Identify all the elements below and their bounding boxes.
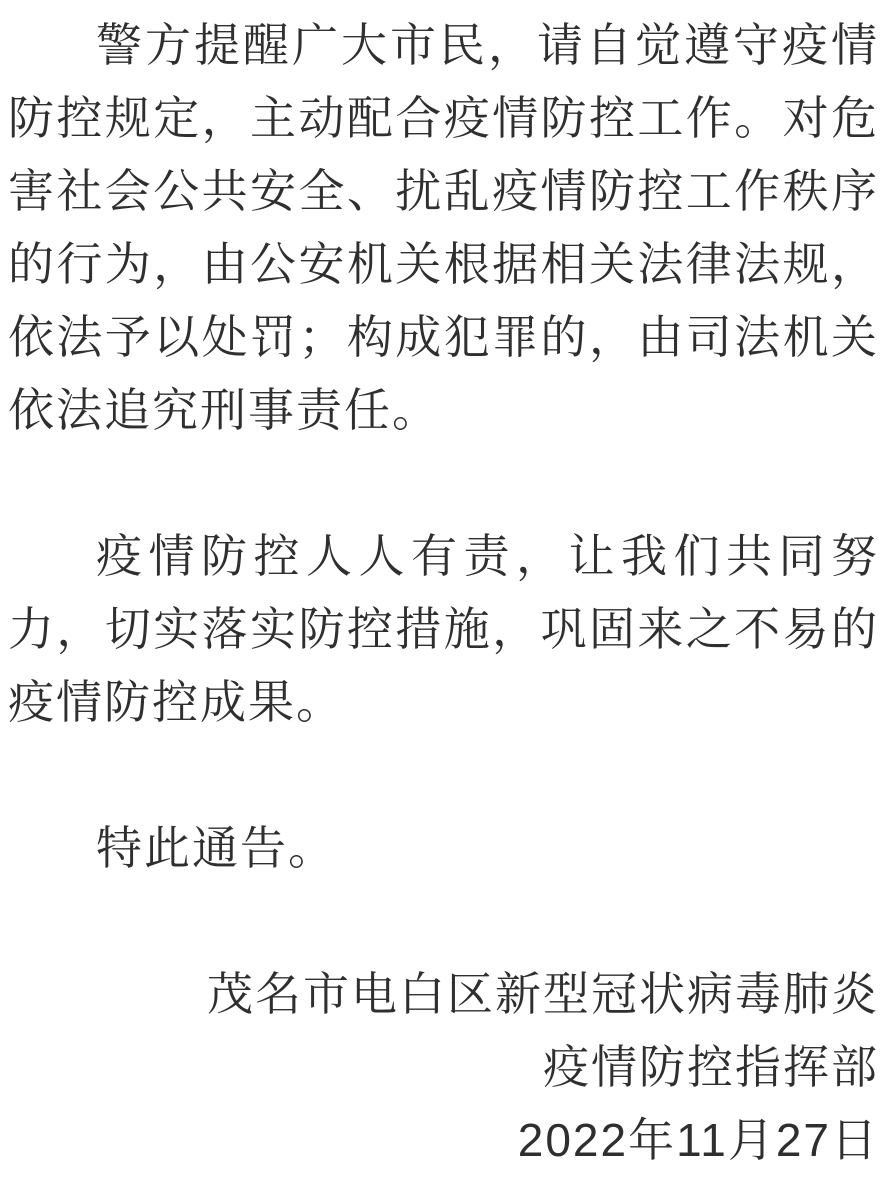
blank-line: [8, 739, 879, 812]
notice-body-line: 警方提醒广大市民，请自觉遵守疫情: [96, 19, 879, 71]
notice-body-line: 疫情防控人人有责，让我们共同努: [96, 530, 879, 582]
signature-org-line-2: 疫情防控指挥部: [543, 1041, 879, 1093]
notice-body-line: 依法予以处罚；构成犯罪的，由司法机关: [8, 311, 879, 363]
blank-line: [8, 885, 879, 958]
closing-line: 特此通告。: [96, 822, 336, 874]
notice-body-line: 依法追究刑事责任。: [8, 384, 440, 436]
notice-body-line: 的行为，由公安机关根据相关法律法规，: [8, 238, 879, 290]
blank-line: [8, 447, 879, 520]
signature-org-line-1: 茂名市电白区新型冠状病毒肺炎: [207, 968, 879, 1020]
notice-body-line: 力，切实落实防控措施，巩固来之不易的: [8, 603, 879, 655]
notice-body-line: 害社会公共安全、扰乱疫情防控工作秩序: [8, 165, 879, 217]
notice-body-line: 防控规定，主动配合疫情防控工作。对危: [8, 92, 879, 144]
notice-body-line: 疫情防控成果。: [8, 676, 344, 728]
notice-date: 2022年11月27日: [517, 1114, 879, 1166]
